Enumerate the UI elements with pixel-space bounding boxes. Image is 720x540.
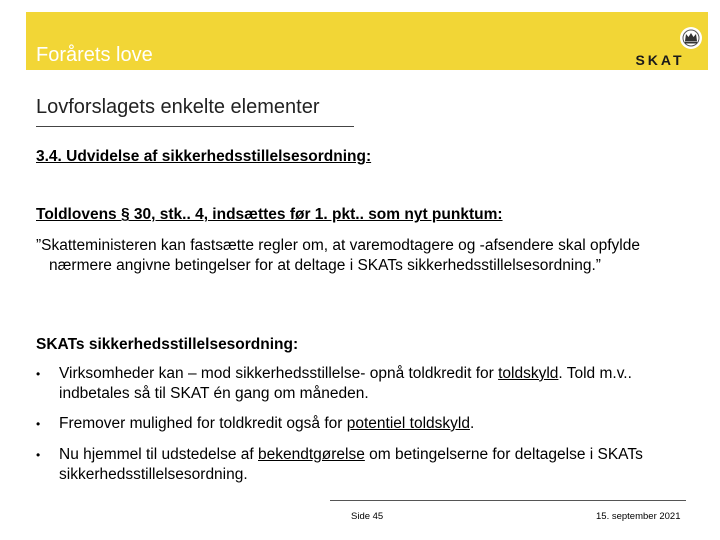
bullet-text: Virksomheder kan – mod sikkerhedsstillelse- opnå toldkredit for: [59, 365, 499, 382]
bullet-icon: •: [36, 417, 41, 431]
law-quote: ”Skatteministeren kan fastsætte regler om, at varemodtagere og -afsendere skal opfylde nærmere angivne betingelser for at deltage i SKATs sikkerhedsstillelsesordning.”: [36, 237, 640, 274]
header-bar: [26, 12, 708, 70]
subtitle-divider: [36, 126, 354, 127]
bullet-text: om betingelserne for deltagelse i SKATs sikkerhedsstillelsesordning.: [59, 446, 643, 483]
slide-header-title: Forårets love: [36, 44, 153, 66]
section-heading-toldloven: Toldlovens § 30, stk.. 4, indsættes før 1. pkt.. som nyt punktum:: [36, 206, 503, 223]
footer-date: 15. september 2021: [596, 511, 681, 522]
footer-divider: [330, 500, 686, 501]
term-toldskyld: toldskyld: [498, 365, 559, 382]
section-heading-3-4: 3.4. Udvidelse af sikkerhedsstillelsesordning:: [36, 148, 372, 165]
page-subtitle: Lovforslagets enkelte elementer: [36, 96, 320, 118]
skat-logo: [616, 20, 706, 70]
bullet-icon: •: [36, 367, 41, 381]
bullet-text: . Told m.v.. indbetales så til SKAT én gang om måneden.: [59, 365, 632, 402]
bullet-icon: •: [36, 448, 41, 462]
crown-emblem-icon: [680, 27, 702, 49]
logo-text: SKAT: [635, 52, 685, 68]
bullet-text: Fremover mulighed for toldkredit også for: [59, 415, 347, 432]
term-bekendtgorelse: bekendtgørelse: [258, 446, 365, 463]
bullet-text: Nu hjemmel til udstedelse af: [59, 446, 259, 463]
page-number: Side 45: [351, 511, 384, 522]
bullet-text: .: [469, 415, 475, 432]
section-heading-skat: SKATs sikkerhedsstillelsesordning:: [36, 336, 299, 353]
term-potentiel-toldskyld: potentiel toldskyld: [346, 415, 470, 432]
